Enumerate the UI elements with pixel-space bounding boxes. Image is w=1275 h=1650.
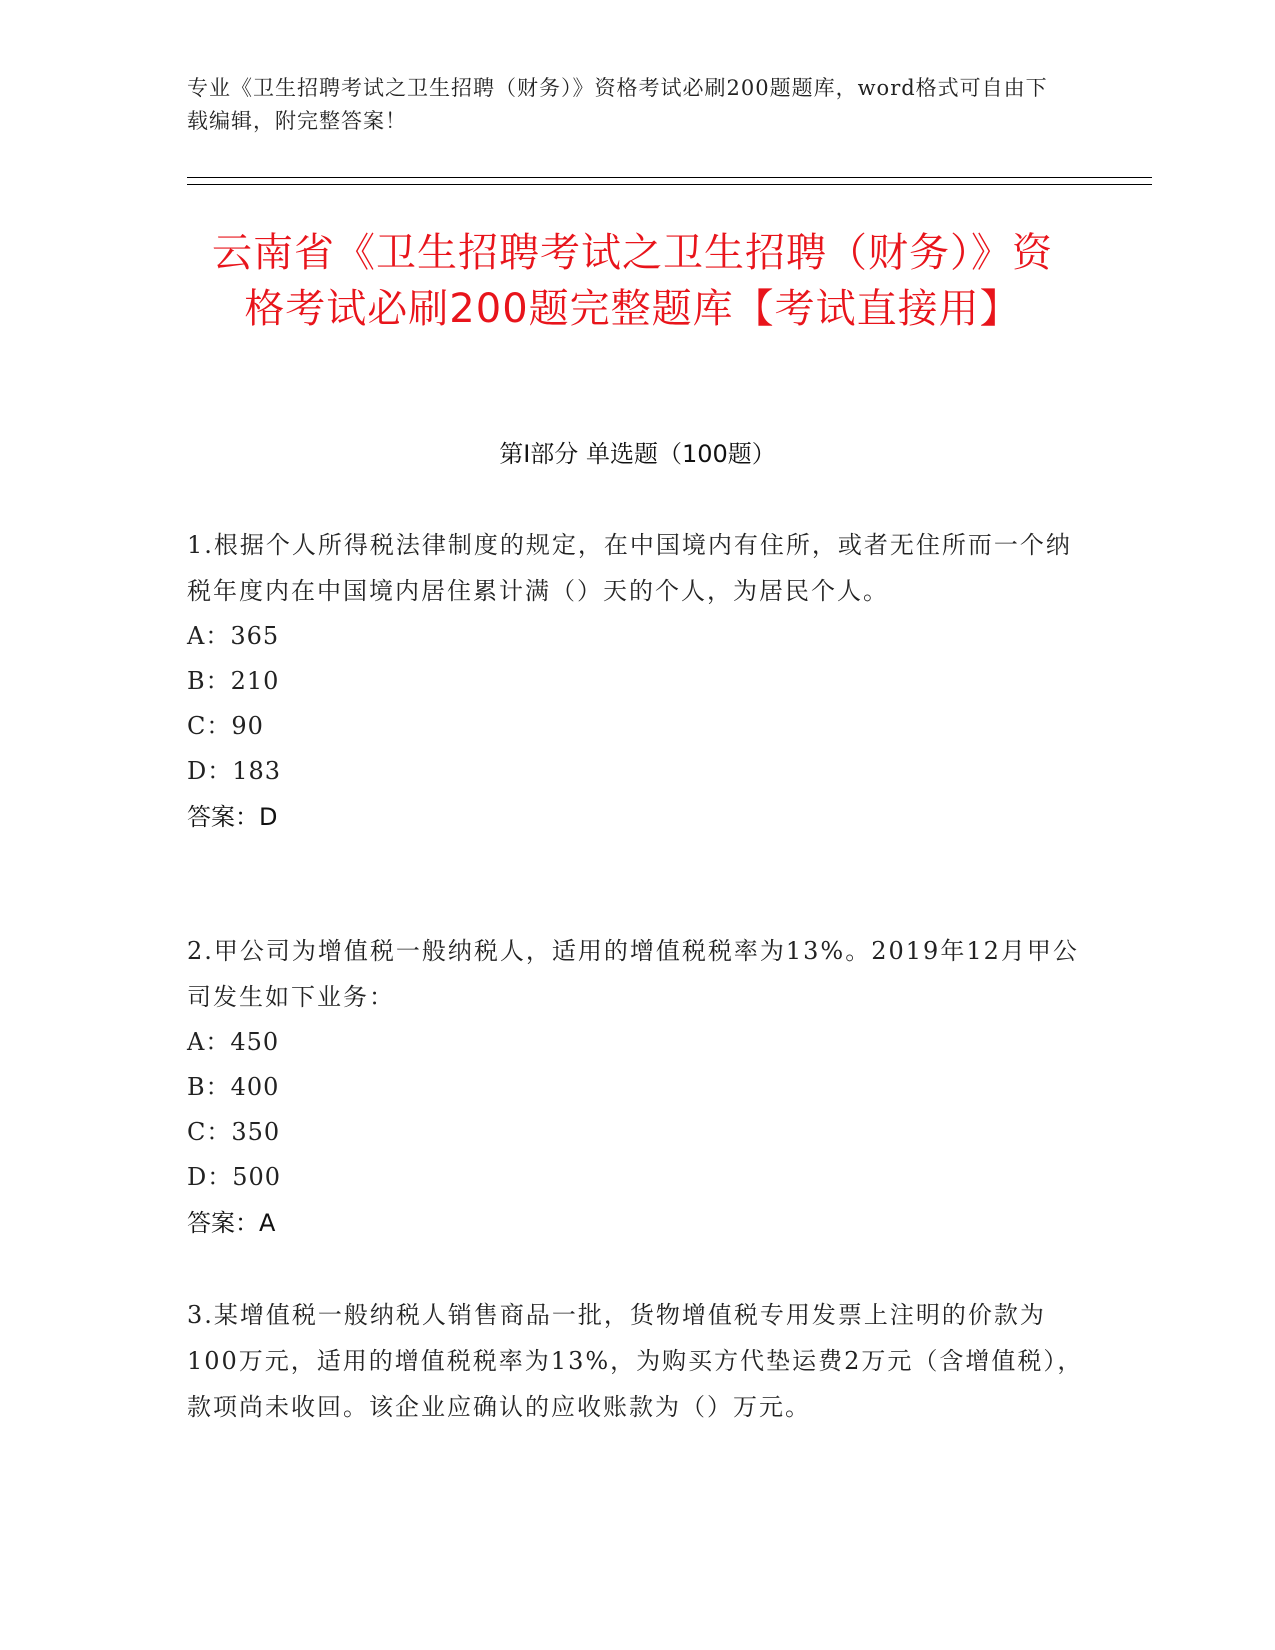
answer: 答案：A xyxy=(187,1209,276,1237)
section-heading: 第I部分 单选题（100题） xyxy=(499,440,776,468)
header-divider-top xyxy=(187,177,1152,178)
option-c: C：90 xyxy=(187,712,264,740)
option-b: B：210 xyxy=(187,667,280,695)
option-c: C：350 xyxy=(187,1118,281,1146)
question-text: 1.根据个人所得税法律制度的规定，在中国境内有住所，或者无住所而一个纳税年度内在中国境内居住累计满（）天的个人，为居民个人。 xyxy=(187,531,1072,605)
option-a: A：450 xyxy=(187,1028,280,1056)
answer: 答案：D xyxy=(187,803,278,831)
question-text: 2.甲公司为增值税一般纳税人，适用的增值税税率为13%。2019年12月甲公司发生如下业务： xyxy=(187,937,1079,1011)
document-title: 云南省《卫生招聘考试之卫生招聘（财务）》资格考试必刷200题完整题库【考试直接用】 xyxy=(212,230,1053,332)
option-d: D：500 xyxy=(187,1163,282,1191)
question-2 xyxy=(187,928,1087,1246)
question-1 xyxy=(187,522,1087,840)
option-d: D：183 xyxy=(187,757,282,785)
option-b: B：400 xyxy=(187,1073,280,1101)
header-divider-bottom xyxy=(187,184,1152,185)
header-note: 专业《卫生招聘考试之卫生招聘（财务）》资格考试必刷200题题库，word格式可自由下载编辑，附完整答案！ xyxy=(187,76,1048,133)
question-text: 3.某增值税一般纳税人销售商品一批，货物增值税专用发票上注明的价款为100万元，适用的增值税税率为13%，为购买方代垫运费2万元（含增值税），款项尚未收回。该企业应确认的应收账款为（）万元。 xyxy=(187,1301,1084,1421)
question-3 xyxy=(187,1292,1087,1430)
option-a: A：365 xyxy=(187,622,280,650)
